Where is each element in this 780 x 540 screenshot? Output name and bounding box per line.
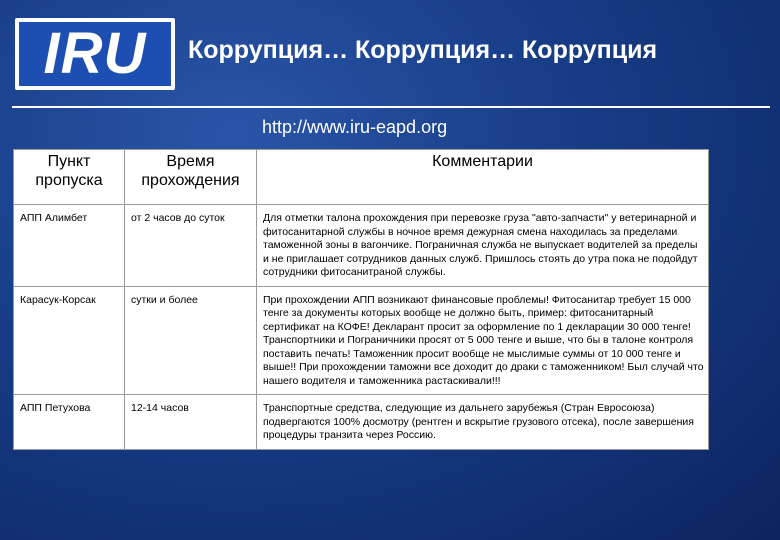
comment-cell: При прохождении АПП возникают финансовые проблемы! Фитосанитар требует 15 000 тенге за документы которых вообще не должно быть, пример: фитосанитарный сертификат на КОФЕ! Декларант просит за оформление по 1 декларации 30 000 тенге! Транспортники и Пограничники просят от 5 000 тенге и выше, что бы в талоне контроля поставить печать! Таможенник просит вообще не мыслимые суммы от 10 000 тенге и выше!! При прохождении таможни все доходит до драки с таможенником! Был случай что нашего водителя и таможенника растаскивали!!! [257, 286, 709, 395]
table-header-row [14, 150, 709, 205]
column-header-checkpoint: Пункт пропуска [14, 150, 125, 205]
website-url: http://www.iru-eapd.org [262, 117, 448, 137]
table-row [14, 286, 709, 395]
iru-logo [15, 18, 175, 90]
slide-title: Коррупция… Коррупция… Коррупция [188, 36, 658, 64]
table-row [14, 395, 709, 450]
checkpoint-cell: АПП Алимбет [14, 205, 125, 287]
checkpoint-table [13, 149, 709, 450]
time-cell: 12-14 часов [125, 395, 257, 450]
column-header-time: Время прохождения [125, 150, 257, 205]
checkpoint-cell: АПП Петухова [14, 395, 125, 450]
column-header-comments: Комментарии [257, 150, 709, 205]
title-divider [12, 106, 770, 108]
comment-cell: Транспортные средства, следующие из дальнего зарубежья (Стран Евросоюза) подвергаются 100% досмотру (рентген и вскрытие грузового отсека), после завершения процедуры транзита через Россию. [257, 395, 709, 450]
time-cell: сутки и более [125, 286, 257, 395]
iru-logo-plate [19, 22, 171, 86]
time-cell: от 2 часов до суток [125, 205, 257, 287]
comment-cell: Для отметки талона прохождения при перевозке груза "авто-запчасти" у ветеринарной и фитосанитарной службы в ночное время дежурная смена находилась за пределами таможенной зоны в вагончике. Пограничная служба не выпускает водителей за пределы и не приглашает сотрудников данных служб. Пришлось стоять до утра пока не подойдут сотрудники фитосанитраной службы. [257, 205, 709, 287]
iru-logo-text: IRU [43, 21, 147, 86]
checkpoint-cell: Карасук-Корсак [14, 286, 125, 395]
table-row [14, 205, 709, 287]
